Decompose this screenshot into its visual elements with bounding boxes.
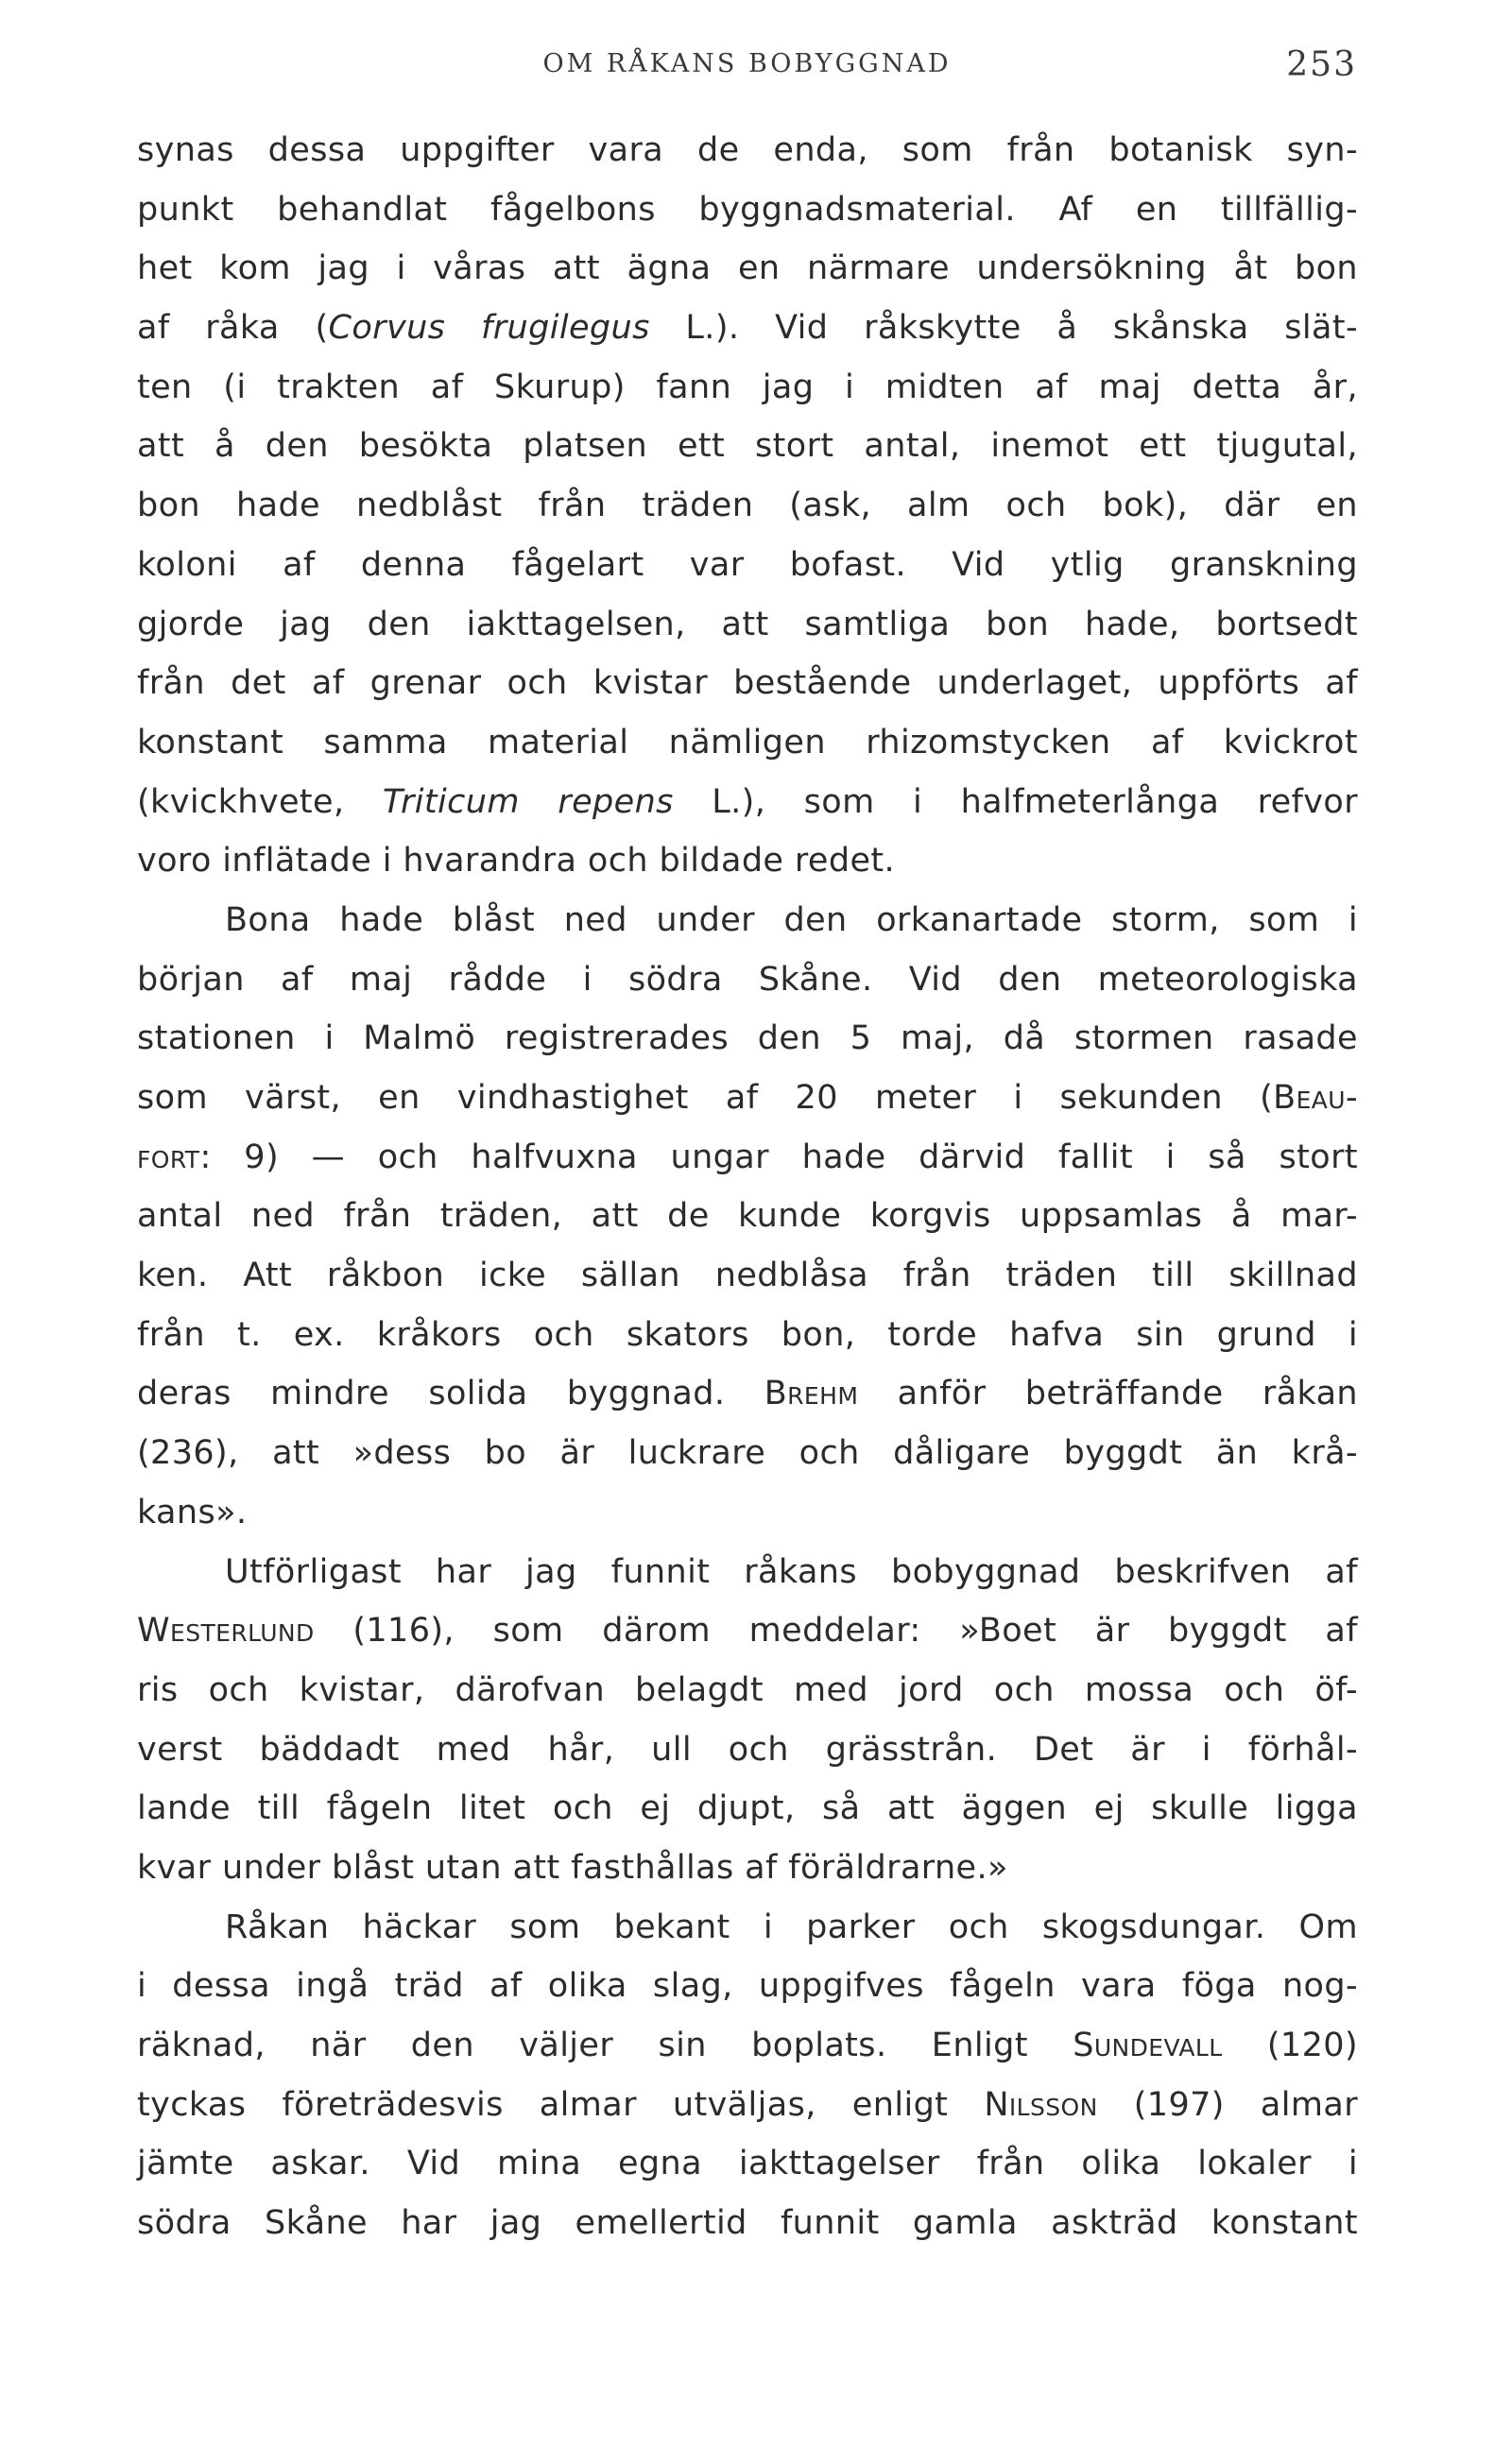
text-line: punkt behandlat fågelbons byggnadsmaterial. Af en tillfällig- [137,190,1358,229]
text-line: verst bäddadt med hår, ull och grässtrån. Det är i förhål- [137,1730,1358,1769]
text-line: kans». [137,1493,248,1531]
text-line: ten (i trakten af Skurup) fann jag i midten af maj detta år, [137,368,1358,406]
author-name: Beau- [1273,1079,1358,1117]
text-line: Westerlund (116), som därom meddelar: »Boet är byggdt af [137,1612,1358,1651]
text-line: från t. ex. kråkors och skators bon, torde hafva sin grund i [137,1315,1358,1354]
text-line: af råka (Corvus frugilegus L.). Vid råkskytte å skånska slät- [137,309,1359,348]
text-line: (236), att »dess bo är luckrare och dåligare byggdt än krå- [137,1434,1358,1473]
text-line: konstant samma material nämligen rhizomstycken af kvickrot [137,723,1358,761]
running-head [0,45,1494,87]
text-line: bon hade nedblåst från träden (ask, alm och bok), där en [137,487,1358,525]
text-line: att å den besökta platsen ett stort antal, inemot ett tjugutal, [137,427,1358,466]
text-line: fort: 9) — och halfvuxna ungar hade därvid fallit i så stort [137,1138,1358,1176]
running-title: OM RÅKANS BOBYGGNAD [542,49,952,78]
text-line: (kvickhvete, Triticum repens L.), som i halfmeterlånga refvor [137,782,1358,821]
body-text [137,121,1358,2253]
author-name: Nilsson [984,2085,1098,2124]
text-line: kvar under blåst utan att fasthållas af föräldrarne.» [137,1848,1008,1887]
text-line: synas dessa uppgifter vara de enda, som från botanisk syn- [137,131,1358,169]
author-name: Westerlund [137,1612,315,1651]
text-line: het kom jag i våras att ägna en närmare undersökning åt bon [137,249,1358,288]
text-line: ken. Att råkbon icke sällan nedblåsa från träden till skillnad [137,1257,1358,1295]
text-line: lande till fågeln litet och ej djupt, så att äggen ej skulle ligga [137,1789,1358,1828]
author-name: fort [137,1138,200,1176]
species-name: Triticum repens [382,782,674,821]
text-line: koloni af denna fågelart var bofast. Vid ytlig granskning [137,545,1358,584]
text-line: från det af grenar och kvistar bestående underlaget, uppförts af [137,664,1358,703]
text-line: ris och kvistar, därofvan belagdt med jord och mossa och öf- [137,1670,1358,1709]
text-line: Utförligast har jag funnit råkans bobyggnad beskrifven af [225,1552,1358,1591]
text-line: gjorde jag den iakttagelsen, att samtliga bon hade, bortsedt [137,605,1358,643]
text-line: tyckas företrädesvis almar utväljas, enligt Nilsson (197) almar [137,2085,1358,2124]
text-line: södra Skåne har jag emellertid funnit gamla askträd konstant [137,2204,1358,2243]
text-line: som värst, en vindhastighet af 20 meter i sekunden (Beau- [137,1079,1358,1117]
author-name: Brehm [764,1375,859,1413]
text-line: antal ned från träden, att de kunde korgvis uppsamlas å mar- [137,1197,1358,1236]
text-line: i dessa ingå träd af olika slag, uppgifves fågeln vara föga nog- [137,1967,1358,2006]
text-line: jämte askar. Vid mina egna iakttagelser från olika lokaler i [137,2145,1358,2183]
text-line: stationen i Malmö registrerades den 5 maj, då stormen rasade [137,1019,1358,1058]
author-name: Sundevall [1073,2027,1223,2064]
text-line: räknad, när den väljer sin boplats. Enligt Sundevall (120) [137,2027,1358,2064]
text-line: Bona hade blåst ned under den orkanartade storm, som i [225,900,1358,939]
species-name: Corvus frugilegus [328,309,650,348]
text-line: deras mindre solida byggnad. Brehm anför beträffande råkan [137,1375,1358,1413]
text-line: Råkan häckar som bekant i parker och skogsdungar. Om [225,1908,1358,1946]
text-line: början af maj rådde i södra Skåne. Vid den meteorologiska [137,960,1358,999]
page-number: 253 [1286,45,1357,84]
text-line: voro inflätade i hvarandra och bildade redet. [137,842,896,881]
